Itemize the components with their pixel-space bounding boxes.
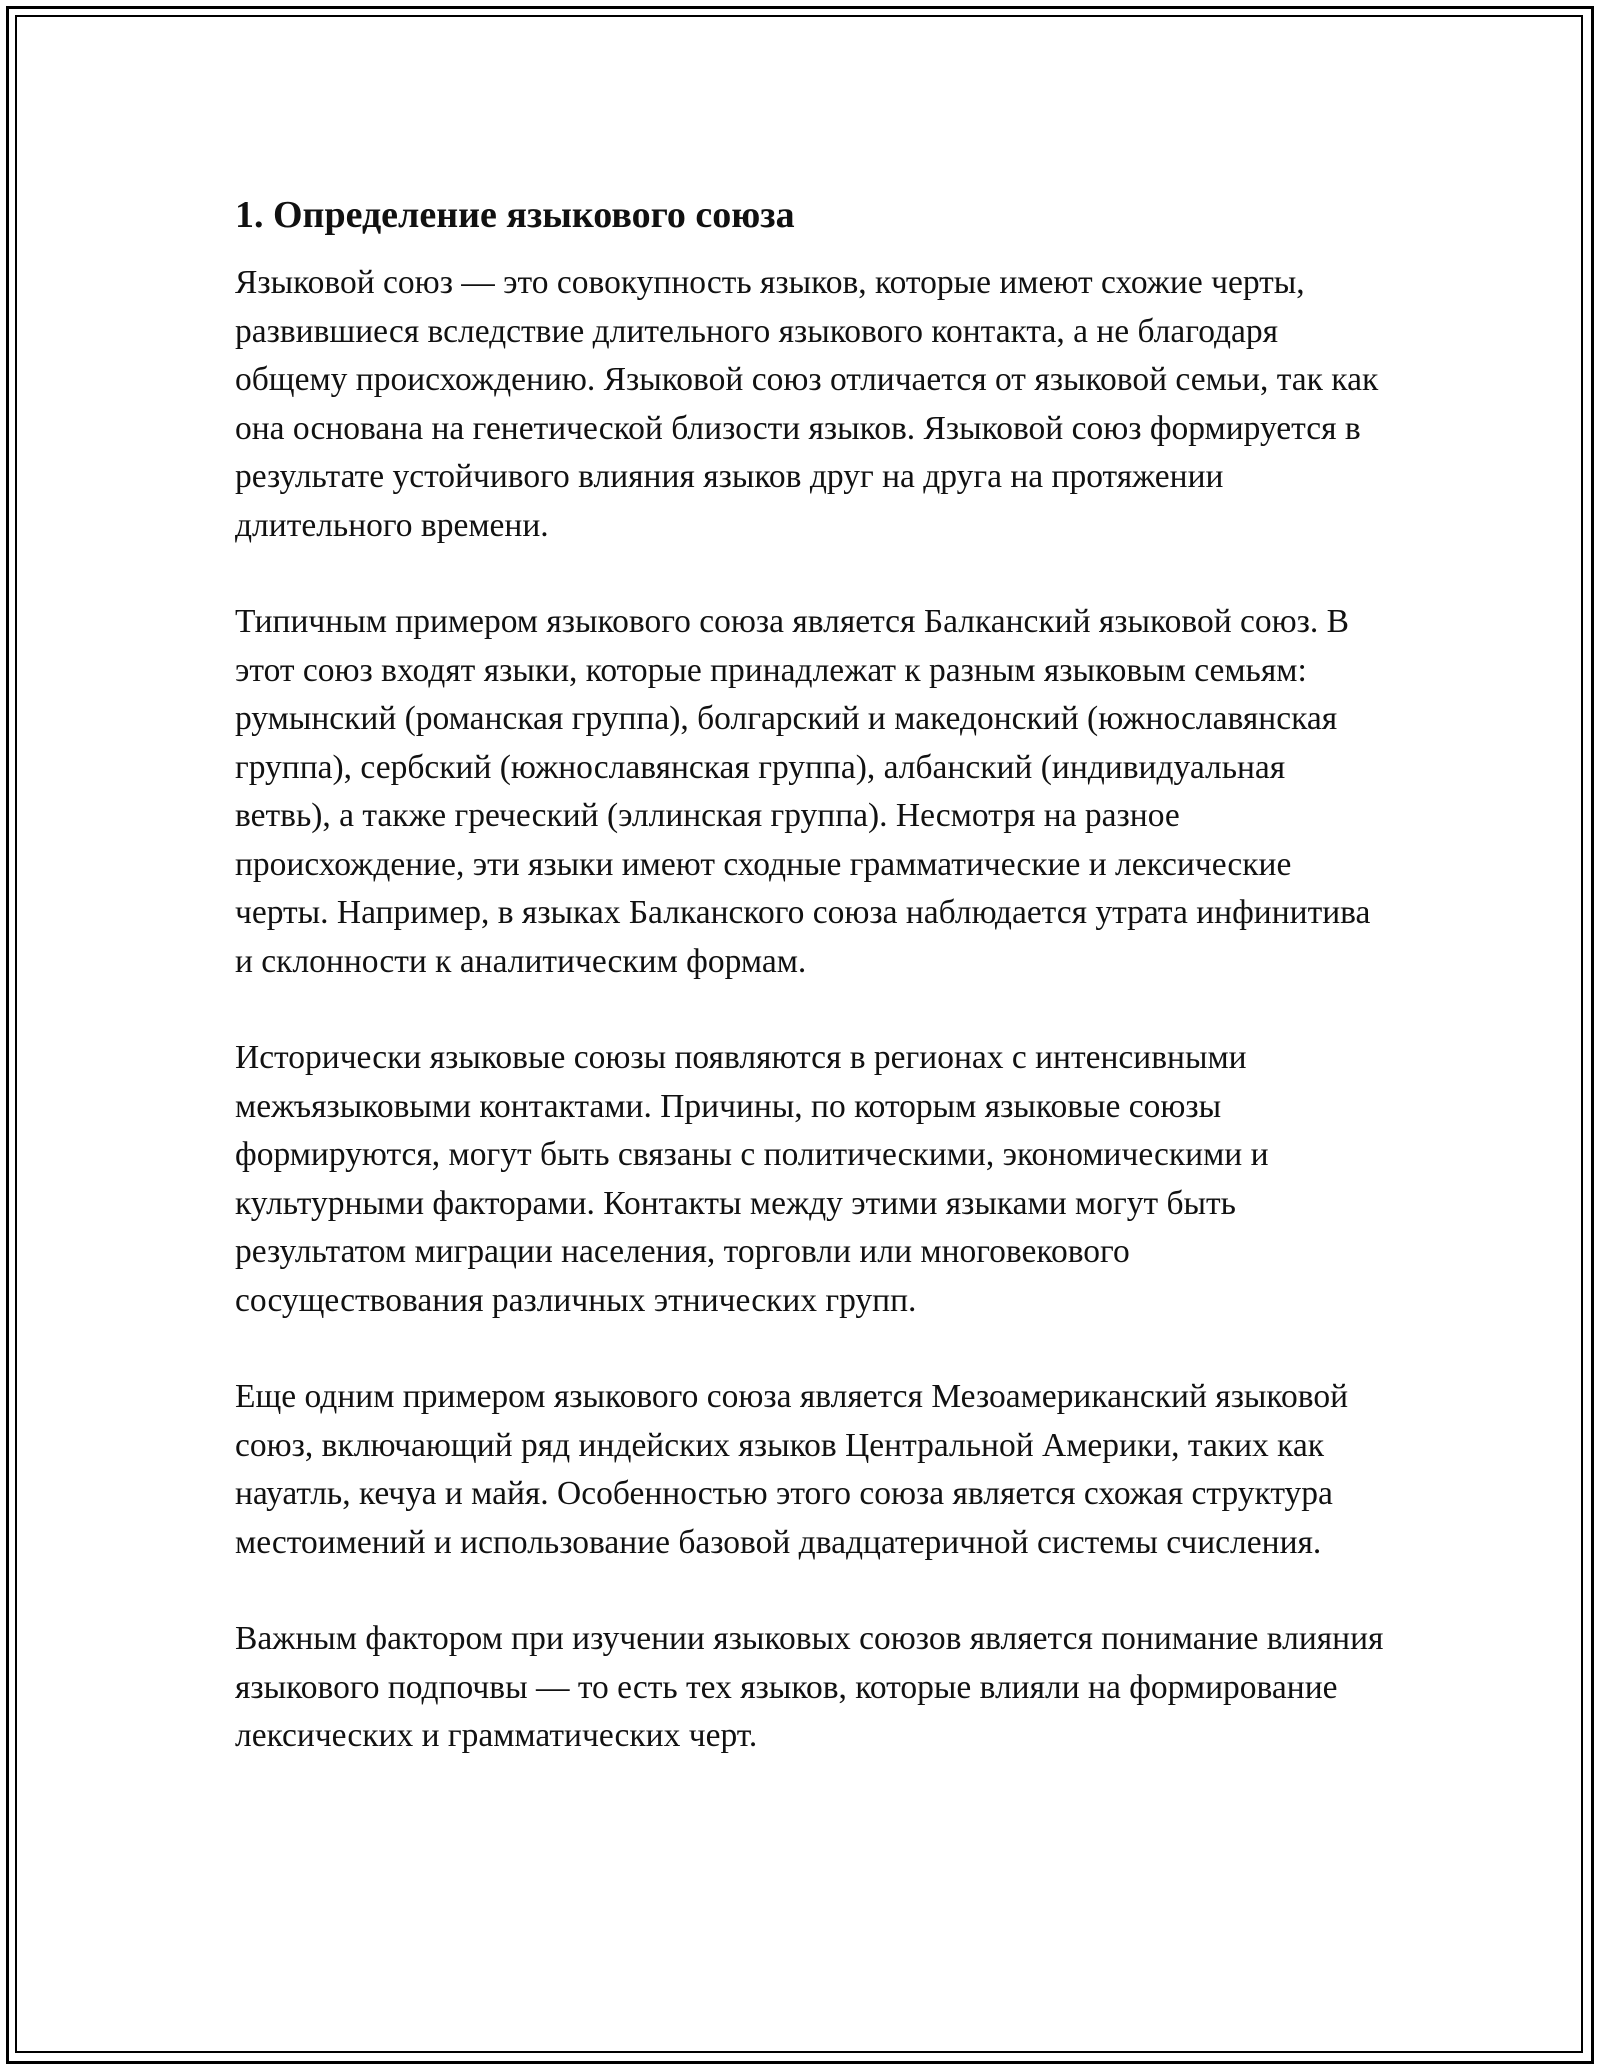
paragraph-historical-causes: Исторически языковые союзы появляются в регионах с интенсивными межъязыковыми контактами. Причины, по которым языковые союзы формируются, могут быть связаны с политическими, экономическими и культурными факторами. Контакты между этими языками могут быть результатом миграции населения, торговли или многовекового сосуществования различных этнических групп.	[235, 1039, 1269, 1319]
section-heading: 1. Определение языкового союза	[235, 194, 795, 236]
paragraph-definition: Языковой союз — это совокупность языков, которые имеют схожие черты, развившиеся вследствие длительного языкового контакта, а не благодаря общему происхождению. Языковой союз отличается от языковой семьи, так как она основана на генетической близости языков. Языковой союз формируется в результате устойчивого влияния языков друг на друга на протяжении длительного времени.	[235, 264, 1379, 544]
paragraph-substratum: Важным фактором при изучении языковых союзов является понимание влияния языкового подпочвы — то есть тех языков, которые влияли на формирование лексических и грамматических черт.	[235, 1620, 1384, 1754]
paragraph-mesoamerican-example: Еще одним примером языкового союза является Мезоамериканский языковой союз, включающий ряд индейских языков Центральной Америки, таких как науатль, кечуа и майя. Особенностью этого союза является схожая структура местоимений и использование базовой двадцатеричной системы счисления.	[235, 1378, 1349, 1561]
document-body	[235, 185, 1385, 1809]
paragraph-balkan-example: Типичным примером языкового союза является Балканский языковой союз. В этот союз входят языки, которые принадлежат к разным языковым семьям: румынский (романская группа), болгарский и македонский (южнославянская группа), сербский (южнославянская группа), албанский (индивидуальная ветвь), а также греческий (эллинская группа). Несмотря на разное происхождение, эти языки имеют сходные грамматические и лексические черты. Например, в языках Балканского союза наблюдается утрата инфинитива и склонности к аналитическим формам.	[235, 603, 1371, 980]
